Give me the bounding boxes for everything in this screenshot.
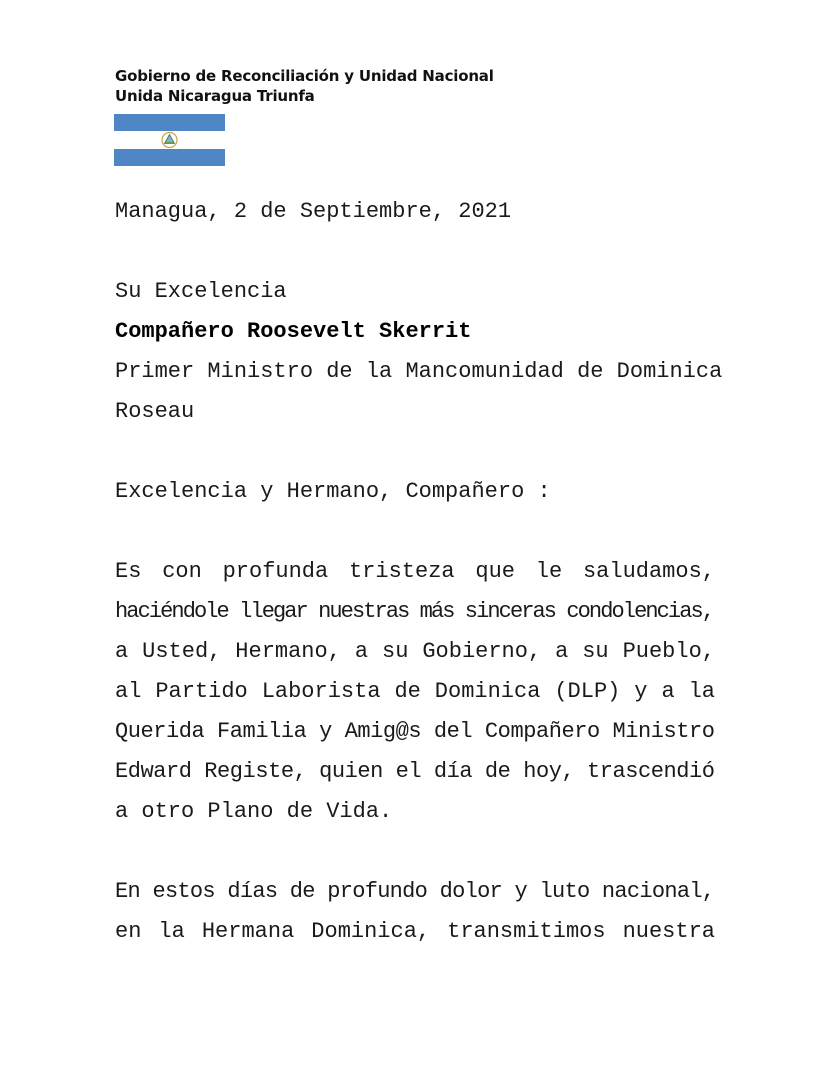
paragraph-mourning <box>115 872 715 952</box>
recipient-city: Roseau <box>115 399 195 424</box>
paragraph-condolences <box>115 552 715 832</box>
paragraph-line: al Partido Laborista de Dominica (DLP) y a la <box>115 679 715 704</box>
letterhead <box>115 66 494 106</box>
paragraph-line: haciéndole llegar nuestras más sinceras condolencias, <box>115 599 714 624</box>
recipient-honorific: Su Excelencia <box>115 279 287 304</box>
nicaragua-flag-graphic <box>114 114 225 166</box>
recipient-name: Compañero Roosevelt Skerrit <box>115 319 472 344</box>
paragraph-line: En estos días de profundo dolor y luto nacional, <box>115 879 715 904</box>
paragraph-line: Querida Familia y Amig@s del Compañero Ministro <box>115 719 715 744</box>
paragraph-line: a otro Plano de Vida. <box>115 799 393 824</box>
letter-date: Managua, 2 de Septiembre, 2021 <box>115 199 512 224</box>
recipient-title: Primer Ministro de la Mancomunidad de Dominica <box>115 359 723 384</box>
nicaragua-flag-icon <box>114 114 225 166</box>
paragraph-line: en la Hermana Dominica, transmitimos nuestra <box>115 919 715 944</box>
letter-salutation: Excelencia y Hermano, Compañero : <box>115 479 551 504</box>
letter-body <box>115 192 723 952</box>
letterhead-government-name: Gobierno de Reconciliación y Unidad Nacional <box>115 67 494 85</box>
paragraph-line: Es con profunda tristeza que le saludamos, <box>115 559 715 584</box>
letterhead-slogan: Unida Nicaragua Triunfa <box>115 87 315 105</box>
paragraph-line: Edward Registe, quien el día de hoy, trascendió <box>115 759 715 784</box>
paragraph-line: a Usted, Hermano, a su Gobierno, a su Pueblo, <box>115 639 715 664</box>
